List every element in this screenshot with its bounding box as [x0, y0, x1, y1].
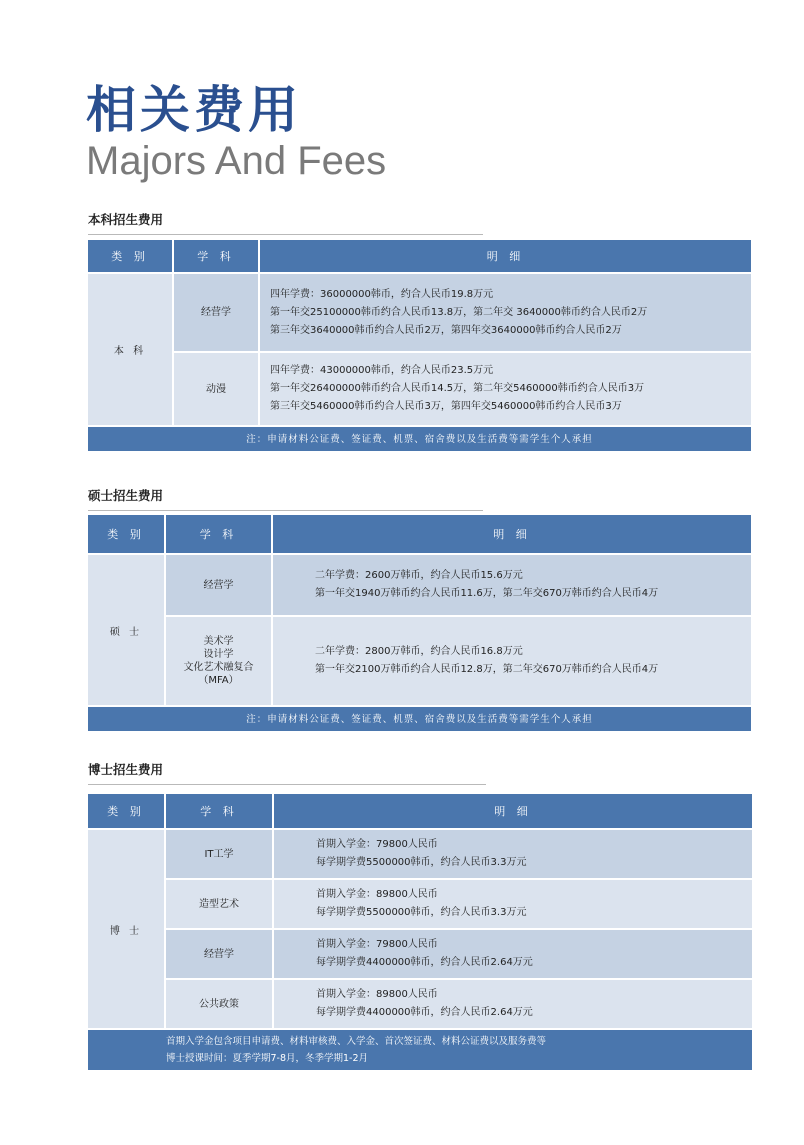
detail-cell	[273, 879, 753, 929]
page-title-en: Majors And Fees	[86, 139, 387, 183]
note-text: 博士授课时间：夏季学期7-8月，冬季学期1-2月	[166, 1053, 369, 1064]
detail-line: 二年学费：2800万韩币，约合人民币16.8万元	[315, 646, 523, 657]
subject-cell: 公共政策	[165, 979, 273, 1029]
detail-line: 首期入学金：89800人民币	[316, 889, 438, 900]
category-cell: 本 科	[87, 273, 173, 426]
detail-line: 每学期学费4400000韩币，约合人民币2.64万元	[316, 957, 533, 968]
subject-line: 设计学	[203, 649, 234, 660]
detail-cell	[273, 929, 753, 979]
detail-line: 四年学费：43000000韩币，约合人民币23.5万元	[270, 365, 494, 376]
detail-line: 第一年交25100000韩币约合人民币13.8万，第二年交 3640000韩币约合人民币2万	[270, 306, 648, 318]
detail-cell	[259, 273, 752, 352]
detail-cell	[272, 616, 752, 706]
table-row	[87, 273, 752, 352]
detail-line: 首期入学金：79800人民币	[316, 939, 438, 950]
note-text: 首期入学金包含项目申请费、材料审核费、入学金、首次签证费、材料公证费以及服务费等	[166, 1036, 547, 1047]
header-detail: 明 细	[273, 793, 753, 829]
undergrad-fee-table	[86, 238, 753, 453]
detail-line: 第一年交2100万韩币约合人民币12.8万，第二年交670万韩币约合人民币4万	[315, 664, 659, 675]
detail-line: 首期入学金：79800人民币	[316, 839, 438, 850]
subject-cell: 造型艺术	[165, 879, 273, 929]
header-subject: 学 科	[173, 239, 259, 273]
table-row	[87, 829, 753, 879]
detail-line: 第三年交5460000韩币约合人民币3万，第四年交5460000韩币约合人民币3万	[270, 401, 622, 412]
category-cell: 博 士	[87, 829, 165, 1029]
master-section-title: 硕士招生费用	[88, 486, 483, 511]
note-row	[87, 426, 752, 452]
subject-cell	[165, 554, 272, 616]
note-row	[87, 706, 752, 732]
page-title-cn: 相关费用	[86, 81, 302, 139]
subject-line: （MFA）	[198, 675, 239, 686]
table-row	[87, 352, 752, 426]
subject-cell: 动漫	[173, 352, 259, 426]
detail-line: 首期入学金：89800人民币	[316, 989, 438, 1000]
detail-line: 四年学费：36000000韩币，约合人民币19.8万元	[270, 288, 494, 300]
doctor-section-title: 博士招生费用	[88, 760, 486, 785]
header-detail: 明 细	[272, 514, 752, 554]
note-text: 注：申请材料公证费、签证费、机票、宿舍费以及生活费等需学生个人承担	[87, 426, 752, 452]
subject-cell	[165, 616, 272, 706]
header-category: 类 别	[87, 514, 165, 554]
detail-cell	[272, 554, 752, 616]
detail-cell	[273, 829, 753, 879]
detail-line: 第三年交3640000韩币约合人民币2万，第四年交3640000韩币约合人民币2万	[270, 324, 622, 336]
detail-cell	[273, 979, 753, 1029]
subject-cell: IT工学	[165, 829, 273, 879]
detail-line: 第一年交26400000韩币约合人民币14.5万，第二年交5460000韩币约合人民币3万	[270, 383, 645, 394]
table-header-row	[87, 239, 752, 273]
note-cell	[87, 1029, 753, 1071]
detail-line: 每学期学费5500000韩币，约合人民币3.3万元	[316, 907, 527, 918]
table-row	[87, 929, 753, 979]
note-row	[87, 1029, 753, 1071]
table-row	[87, 554, 752, 616]
detail-line: 每学期学费4400000韩币，约合人民币2.64万元	[316, 1007, 533, 1018]
doctor-fee-table	[86, 792, 754, 1072]
note-text: 注：申请材料公证费、签证费、机票、宿舍费以及生活费等需学生个人承担	[87, 706, 752, 732]
detail-line: 二年学费：2600万韩币，约合人民币15.6万元	[315, 570, 523, 581]
header-category: 类 别	[87, 239, 173, 273]
subject-line: 经营学	[203, 579, 234, 591]
table-row	[87, 616, 752, 706]
subject-line: 美术学	[203, 636, 234, 647]
detail-line: 第一年交1940万韩币约合人民币11.6万，第二年交670万韩币约合人民币4万	[315, 588, 659, 599]
subject-cell: 经营学	[165, 929, 273, 979]
table-header-row	[87, 514, 752, 554]
header-category: 类 别	[87, 793, 165, 829]
detail-line: 每学期学费5500000韩币，约合人民币3.3万元	[316, 857, 527, 868]
detail-cell	[259, 352, 752, 426]
subject-cell: 经营学	[173, 273, 259, 352]
header-detail: 明 细	[259, 239, 752, 273]
table-row	[87, 979, 753, 1029]
subject-line: 文化艺术融复合	[183, 662, 254, 673]
header-subject: 学 科	[165, 514, 272, 554]
master-fee-table	[86, 513, 753, 733]
table-header-row	[87, 793, 753, 829]
category-cell: 硕 士	[87, 554, 165, 706]
table-row	[87, 879, 753, 929]
undergrad-section-title: 本科招生费用	[88, 210, 483, 235]
header-subject: 学 科	[165, 793, 273, 829]
